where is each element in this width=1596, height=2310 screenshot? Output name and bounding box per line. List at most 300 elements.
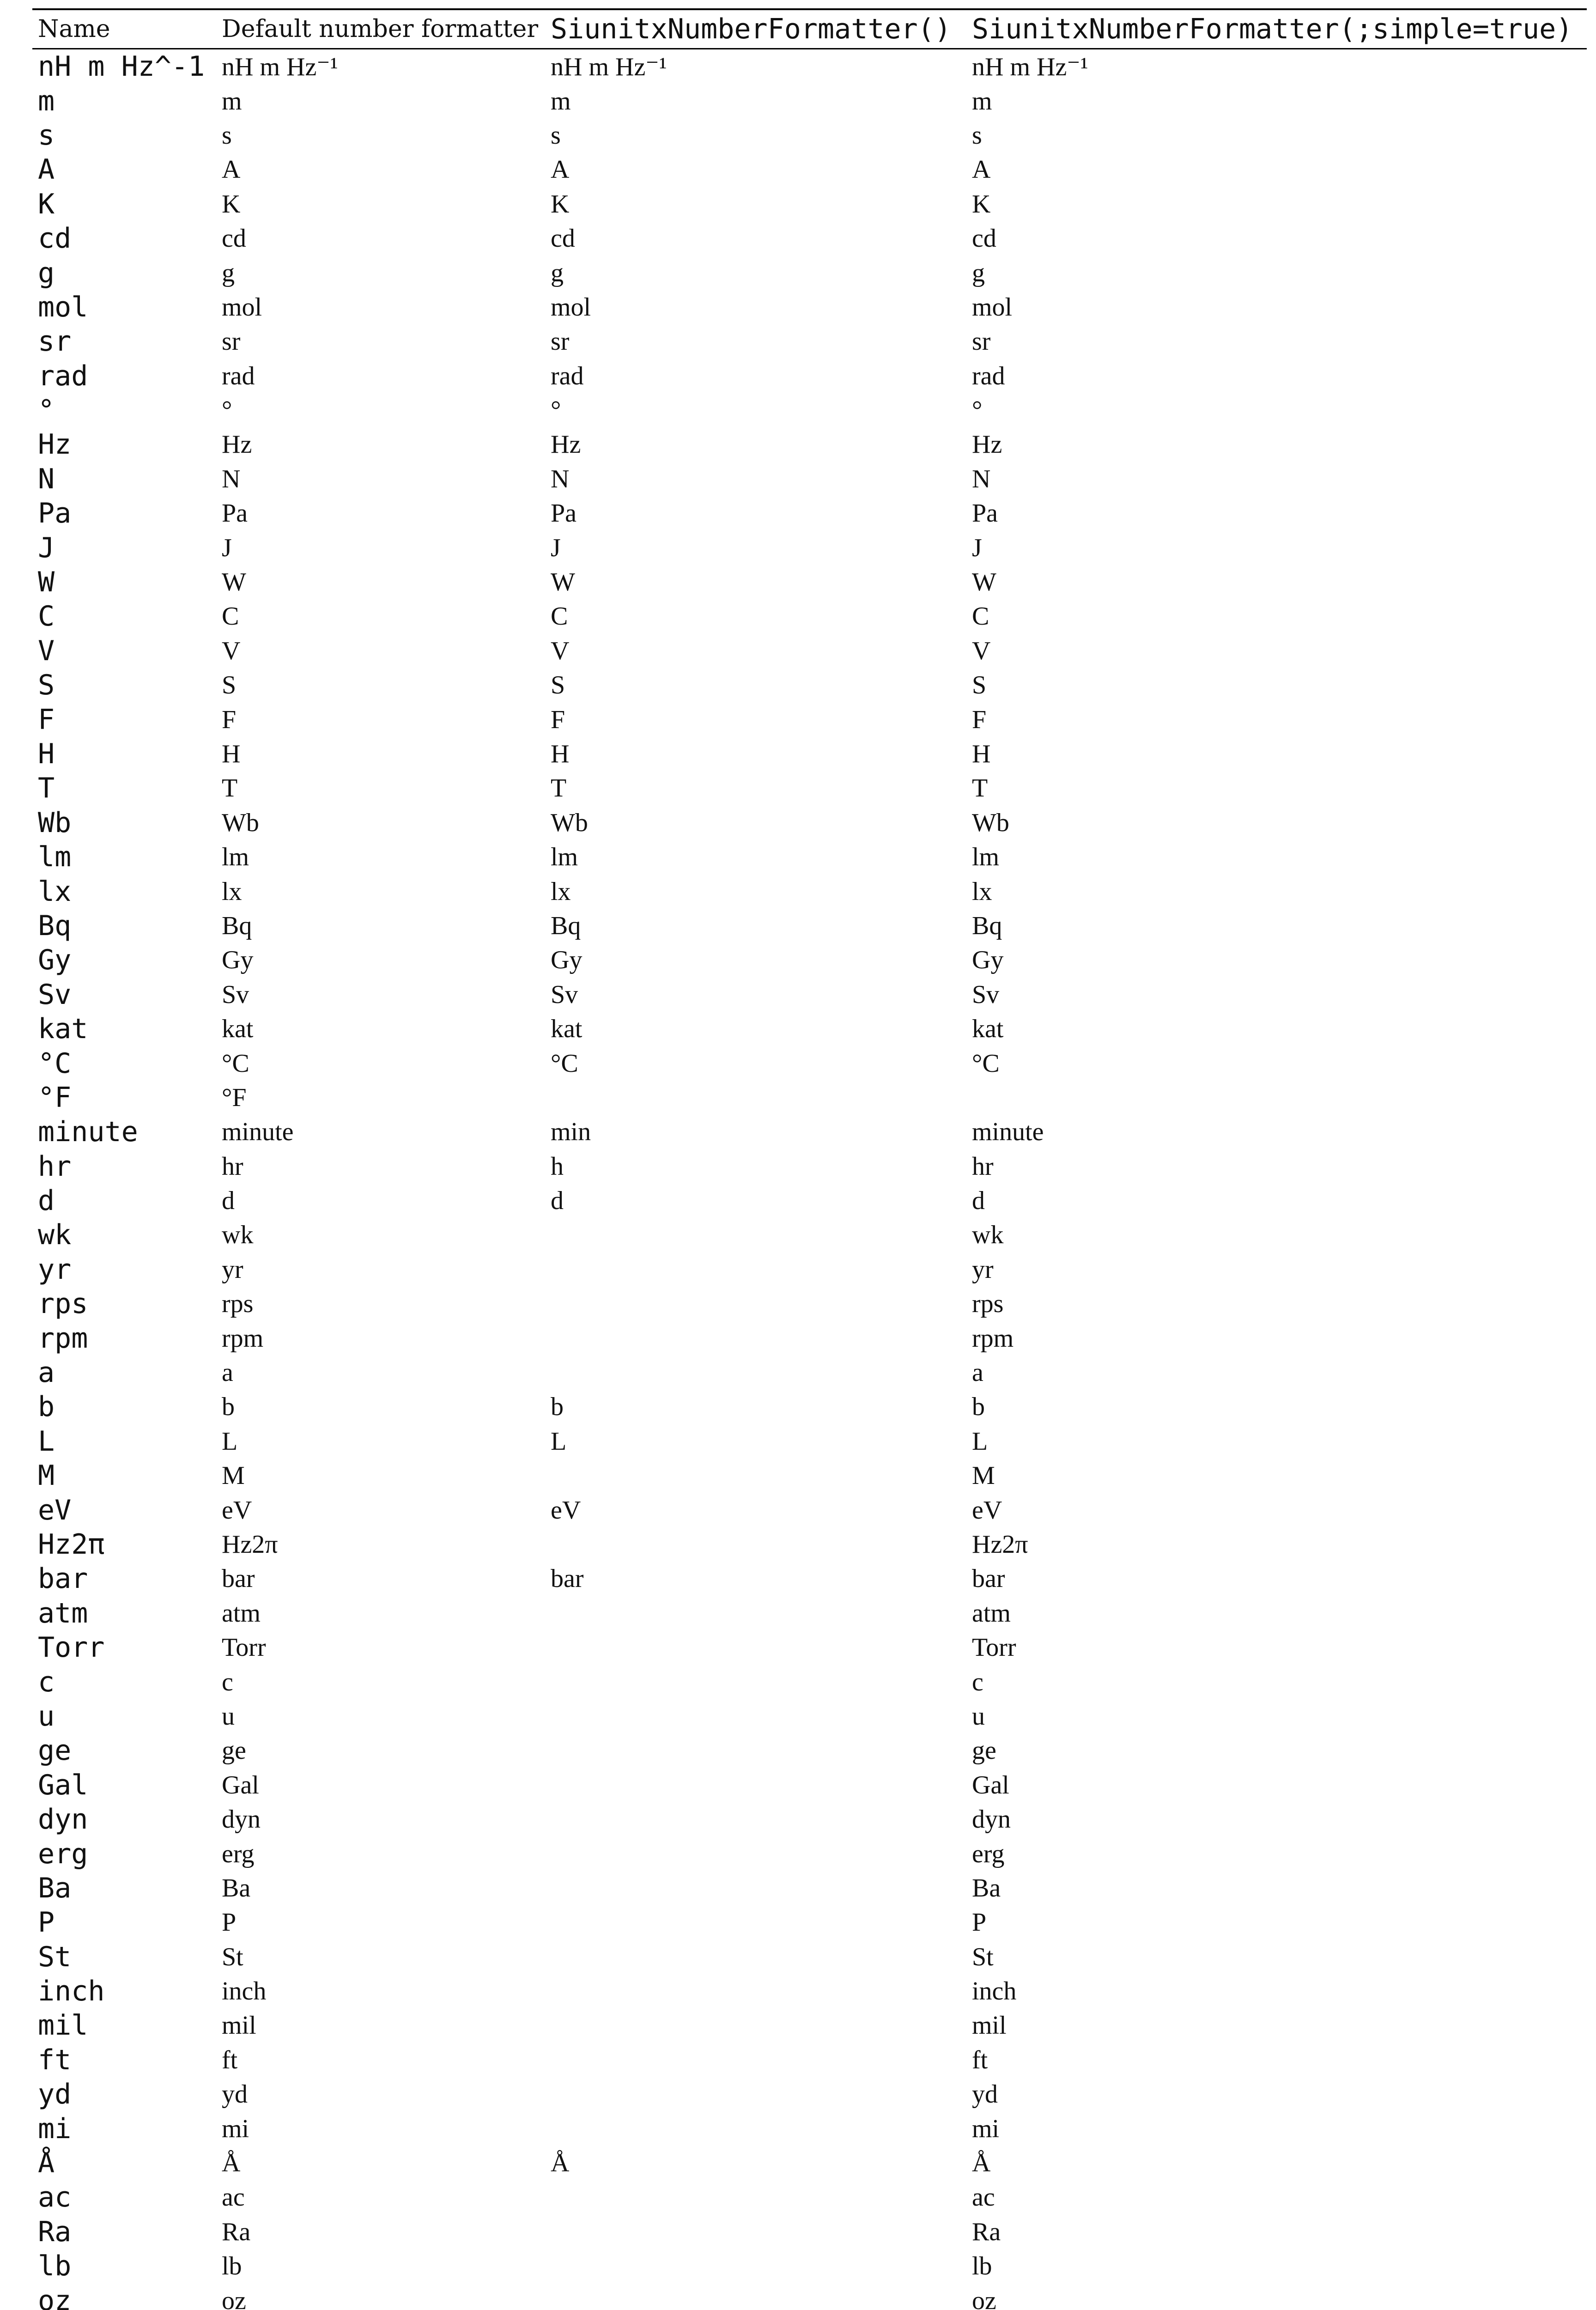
table-row [32, 1321, 1587, 1355]
table-row [32, 2077, 1587, 2111]
siunitx-format-cell [545, 2215, 966, 2249]
siunitx-format-cell [545, 2283, 966, 2310]
table-row [32, 1562, 1587, 1596]
table-row [32, 668, 1587, 702]
siunitx-simple-format-cell: Gy [972, 946, 1004, 975]
unit-name-cell: S [38, 669, 55, 702]
siunitx-simple-format-cell: mol [972, 292, 1013, 322]
siunitx-format-cell [545, 1287, 966, 1321]
siunitx-simple-format-cell: cd [972, 224, 996, 253]
unit-name-cell: c [38, 1666, 55, 1698]
siunitx-format-cell: nH m Hz⁻¹ [551, 52, 667, 81]
siunitx-format-cell: Pa [551, 499, 577, 528]
unit-name-cell: St [38, 1940, 72, 1973]
table-row [32, 152, 1587, 187]
table-row [32, 1733, 1587, 1768]
default-format-cell: oz [222, 2286, 246, 2310]
default-format-cell: u [222, 1702, 235, 1731]
siunitx-format-cell [545, 2111, 966, 2146]
siunitx-simple-format-cell: rps [972, 1289, 1004, 1319]
default-format-cell: m [222, 86, 242, 116]
unit-name-cell: s [38, 119, 55, 152]
siunitx-simple-format-cell: Pa [972, 499, 998, 528]
table-row [32, 427, 1587, 462]
siunitx-format-cell [545, 2249, 966, 2283]
siunitx-simple-format-cell: eV [972, 1495, 1002, 1525]
table-row [32, 1836, 1587, 1871]
siunitx-format-cell [545, 1218, 966, 1252]
table-row [32, 324, 1587, 359]
siunitx-simple-format-cell [966, 1081, 1587, 1115]
table-row [32, 2283, 1587, 2310]
unit-name-cell: dyn [38, 1803, 88, 1836]
table-row [32, 1149, 1587, 1184]
siunitx-format-cell [545, 1802, 966, 1836]
table-row [32, 702, 1587, 736]
default-format-cell: mil [222, 2011, 256, 2040]
siunitx-simple-format-cell: M [972, 1461, 995, 1490]
table-row [32, 909, 1587, 943]
table-row [32, 599, 1587, 633]
siunitx-format-cell: eV [551, 1495, 581, 1525]
default-format-cell: wk [222, 1221, 254, 1250]
unit-name-cell: °C [38, 1047, 72, 1080]
default-format-cell: Sv [222, 980, 249, 1009]
table-row [32, 1012, 1587, 1046]
unit-name-cell: rpm [38, 1322, 88, 1355]
siunitx-format-cell: b [551, 1392, 564, 1422]
siunitx-simple-format-cell: F [972, 705, 987, 734]
table-row [32, 2111, 1587, 2146]
siunitx-format-cell: S [551, 671, 565, 700]
siunitx-simple-format-cell: oz [972, 2286, 996, 2310]
default-format-cell: J [222, 533, 232, 562]
default-format-cell: lx [222, 877, 242, 906]
default-format-cell: K [222, 189, 241, 219]
default-format-cell: °F [222, 1083, 247, 1112]
unit-name-cell: ge [38, 1734, 72, 1767]
table-row [32, 806, 1587, 840]
table-row [32, 221, 1587, 255]
siunitx-simple-format-cell: atm [972, 1599, 1011, 1628]
siunitx-format-cell: ° [551, 396, 561, 425]
default-format-cell: rad [222, 361, 255, 390]
default-format-cell: Torr [222, 1633, 266, 1662]
siunitx-simple-format-cell: lm [972, 843, 1000, 872]
siunitx-format-cell: bar [551, 1564, 584, 1593]
unit-name-cell: A [38, 153, 55, 186]
siunitx-simple-format-cell: V [972, 636, 991, 665]
unit-name-cell: Ra [38, 2215, 72, 2248]
siunitx-format-cell [545, 1939, 966, 1974]
siunitx-format-cell: g [551, 258, 564, 287]
default-format-cell: F [222, 705, 237, 734]
unit-name-cell: Ba [38, 1872, 72, 1904]
default-format-cell: b [222, 1392, 235, 1422]
default-format-cell: erg [222, 1839, 255, 1868]
siunitx-format-cell: Wb [551, 808, 588, 837]
siunitx-format-cell: Hz [551, 430, 581, 459]
siunitx-simple-format-cell: Hz2π [972, 1530, 1028, 1559]
default-format-cell: N [222, 464, 241, 493]
unit-name-cell: cd [38, 222, 72, 255]
unit-name-cell: P [38, 1906, 55, 1939]
siunitx-simple-format-cell: m [972, 86, 992, 116]
siunitx-format-cell [545, 1459, 966, 1493]
siunitx-simple-format-cell: T [972, 774, 988, 803]
unit-name-cell: N [38, 462, 55, 495]
siunitx-format-cell [545, 2180, 966, 2214]
siunitx-simple-format-cell: H [972, 740, 991, 768]
default-format-cell: eV [222, 1495, 252, 1525]
unit-name-cell: nH m Hz^-1 [38, 50, 205, 83]
unit-name-cell: Gal [38, 1769, 88, 1801]
siunitx-format-cell: Gy [551, 946, 583, 975]
table-row [32, 84, 1587, 118]
siunitx-simple-format-cell: P [972, 1908, 987, 1937]
siunitx-format-cell [545, 1596, 966, 1630]
unit-name-cell: V [38, 634, 55, 667]
siunitx-format-cell [545, 1974, 966, 2008]
default-format-cell: cd [222, 224, 246, 253]
unit-name-cell: H [38, 738, 55, 770]
unit-name-cell: Hz [38, 428, 72, 461]
table-body [32, 49, 1587, 2310]
siunitx-format-cell: m [551, 86, 571, 116]
table-row [32, 943, 1587, 977]
unit-name-cell: Hz2π [38, 1528, 105, 1561]
siunitx-format-cell: V [551, 636, 570, 665]
table-row [32, 118, 1587, 152]
default-format-cell: °C [222, 1049, 249, 1078]
siunitx-format-cell: K [551, 189, 570, 219]
siunitx-format-cell: lx [551, 877, 571, 906]
unit-name-cell: lx [38, 875, 72, 908]
default-format-cell: mi [222, 2114, 249, 2143]
siunitx-format-cell [545, 1321, 966, 1355]
table-row [32, 1905, 1587, 1939]
unit-name-cell: g [38, 256, 55, 289]
default-format-cell: s [222, 121, 232, 150]
siunitx-format-cell: kat [551, 1015, 583, 1044]
table-header-row [32, 9, 1587, 49]
table-row [32, 255, 1587, 290]
siunitx-simple-format-cell: Wb [972, 808, 1009, 837]
siunitx-format-cell [545, 2008, 966, 2043]
default-format-cell: minute [222, 1118, 294, 1147]
siunitx-simple-format-cell: Sv [972, 980, 1000, 1009]
table-row [32, 1974, 1587, 2008]
default-format-cell: Å [222, 2149, 241, 2178]
siunitx-format-cell [545, 1905, 966, 1939]
siunitx-format-cell: s [551, 121, 561, 150]
unit-name-cell: Torr [38, 1631, 105, 1664]
default-format-cell: a [222, 1358, 233, 1387]
table-row [32, 49, 1587, 84]
unit-name-cell: ° [38, 394, 55, 427]
unit-name-cell: Å [38, 2147, 55, 2180]
siunitx-simple-format-cell: inch [972, 1977, 1017, 2006]
unit-name-cell: inch [38, 1975, 105, 2008]
siunitx-simple-format-cell: mi [972, 2114, 1000, 2143]
default-format-cell: bar [222, 1564, 255, 1593]
table-row [32, 1081, 1587, 1115]
siunitx-format-cell [545, 1252, 966, 1287]
siunitx-format-cell: sr [551, 327, 570, 356]
siunitx-format-cell [545, 1081, 966, 1115]
unit-name-cell: kat [38, 1013, 88, 1046]
default-format-cell: Ra [222, 2217, 251, 2246]
unit-name-cell: M [38, 1459, 55, 1492]
unit-name-cell: rad [38, 359, 88, 392]
unit-name-cell: oz [38, 2284, 72, 2310]
unit-name-cell: minute [38, 1116, 138, 1149]
table-row [32, 1287, 1587, 1321]
table-row [32, 2180, 1587, 2214]
siunitx-format-cell: J [551, 533, 561, 562]
table-row [32, 771, 1587, 805]
table-row [32, 393, 1587, 427]
unit-name-cell: eV [38, 1494, 72, 1526]
unit-name-cell: Gy [38, 944, 72, 977]
siunitx-format-cell [545, 1665, 966, 1699]
unit-name-cell: lb [38, 2250, 72, 2283]
siunitx-format-cell [545, 1871, 966, 1905]
table-row [32, 978, 1587, 1012]
table-row [32, 737, 1587, 771]
table-row [32, 634, 1587, 668]
default-format-cell: St [222, 1942, 243, 1971]
unit-name-cell: ft [38, 2043, 72, 2076]
table-row [32, 2008, 1587, 2043]
default-format-cell: rps [222, 1289, 254, 1319]
siunitx-simple-format-cell: W [972, 568, 996, 597]
siunitx-format-cell: Sv [551, 980, 578, 1009]
unit-name-cell: erg [38, 1837, 88, 1870]
table-row [32, 1046, 1587, 1080]
table-row [32, 1939, 1587, 1974]
unit-name-cell: yd [38, 2078, 72, 2111]
table-row [32, 2215, 1587, 2249]
siunitx-simple-format-cell: lb [972, 2252, 992, 2281]
unit-name-cell: W [38, 566, 55, 599]
default-format-cell: Gy [222, 946, 254, 975]
table-row [32, 1665, 1587, 1699]
table-row [32, 496, 1587, 530]
default-format-cell: yr [222, 1255, 243, 1284]
default-format-cell: C [222, 602, 239, 631]
document-page [32, 8, 1587, 2310]
header-siunitx-formatter: SiunitxNumberFormatter() [551, 13, 951, 45]
unit-name-cell: Wb [38, 806, 72, 839]
siunitx-format-cell [545, 1836, 966, 1871]
siunitx-format-cell [545, 1527, 966, 1562]
siunitx-simple-format-cell: b [972, 1392, 985, 1422]
default-format-cell: Wb [222, 808, 259, 837]
siunitx-simple-format-cell: yr [972, 1255, 994, 1284]
table-row [32, 1115, 1587, 1149]
table-row [32, 1527, 1587, 1562]
siunitx-simple-format-cell: hr [972, 1152, 994, 1181]
siunitx-format-cell: h [551, 1152, 564, 1181]
table-row [32, 1252, 1587, 1287]
default-format-cell: rpm [222, 1324, 264, 1353]
siunitx-simple-format-cell: °C [972, 1049, 1000, 1078]
unit-name-cell: bar [38, 1562, 88, 1595]
siunitx-format-cell: F [551, 705, 565, 734]
siunitx-simple-format-cell: yd [972, 2080, 998, 2109]
siunitx-simple-format-cell: nH m Hz⁻¹ [972, 52, 1088, 81]
siunitx-simple-format-cell: Å [972, 2149, 991, 2178]
table-row [32, 1184, 1587, 1218]
siunitx-format-cell: W [551, 568, 575, 597]
unit-name-cell: atm [38, 1597, 88, 1629]
siunitx-simple-format-cell: L [972, 1427, 988, 1456]
siunitx-format-cell: lm [551, 843, 578, 872]
siunitx-simple-format-cell: Ba [972, 1873, 1001, 1903]
unit-name-cell: m [38, 85, 55, 117]
table-row [32, 2043, 1587, 2077]
table-row [32, 462, 1587, 496]
siunitx-format-cell: °C [551, 1049, 578, 1078]
default-format-cell: Bq [222, 911, 252, 940]
siunitx-format-cell [545, 1699, 966, 1733]
siunitx-format-cell [545, 1733, 966, 1768]
siunitx-simple-format-cell: Torr [972, 1633, 1016, 1662]
default-format-cell: atm [222, 1599, 261, 1628]
default-format-cell: sr [222, 327, 241, 356]
siunitx-format-cell [545, 2043, 966, 2077]
siunitx-simple-format-cell: Gal [972, 1770, 1009, 1799]
default-format-cell: d [222, 1186, 235, 1216]
default-format-cell: mol [222, 292, 262, 322]
table-row [32, 874, 1587, 908]
default-format-cell: P [222, 1908, 237, 1937]
unit-name-cell: mi [38, 2112, 72, 2145]
default-format-cell: yd [222, 2080, 248, 2109]
siunitx-simple-format-cell: Bq [972, 911, 1002, 940]
default-format-cell: M [222, 1461, 245, 1490]
default-format-cell: nH m Hz⁻¹ [222, 52, 338, 81]
table-row [32, 1871, 1587, 1905]
default-format-cell: T [222, 774, 238, 803]
unit-name-cell: wk [38, 1219, 72, 1252]
siunitx-simple-format-cell: rpm [972, 1324, 1014, 1353]
siunitx-format-cell: cd [551, 224, 575, 253]
table-row [32, 1424, 1587, 1459]
default-format-cell: lb [222, 2252, 242, 2281]
unit-name-cell: mol [38, 291, 88, 323]
siunitx-simple-format-cell: lx [972, 877, 992, 906]
unit-name-cell: T [38, 772, 55, 805]
unit-name-cell: °F [38, 1081, 72, 1114]
table-row [32, 1768, 1587, 1802]
table-row [32, 290, 1587, 324]
siunitx-simple-format-cell: erg [972, 1839, 1005, 1868]
siunitx-simple-format-cell: ac [972, 2183, 995, 2212]
siunitx-format-cell: N [551, 464, 570, 493]
unit-name-cell: K [38, 188, 55, 220]
siunitx-simple-format-cell: g [972, 258, 985, 287]
siunitx-simple-format-cell: d [972, 1186, 985, 1216]
siunitx-simple-format-cell: sr [972, 327, 991, 356]
siunitx-simple-format-cell: J [972, 533, 982, 562]
default-format-cell: V [222, 636, 241, 665]
unit-name-cell: L [38, 1425, 55, 1458]
default-format-cell: dyn [222, 1805, 261, 1834]
table-row [32, 187, 1587, 221]
siunitx-format-cell: d [551, 1186, 564, 1216]
unit-name-cell: u [38, 1700, 55, 1732]
default-format-cell: ge [222, 1736, 246, 1765]
table-row [32, 2146, 1587, 2180]
siunitx-simple-format-cell: ° [972, 396, 983, 425]
siunitx-simple-format-cell: c [972, 1667, 983, 1696]
default-format-cell: c [222, 1667, 233, 1696]
siunitx-format-cell: L [551, 1427, 567, 1456]
table-row [32, 1390, 1587, 1424]
table-row [32, 1630, 1587, 1665]
siunitx-simple-format-cell: Ra [972, 2217, 1001, 2246]
default-format-cell: S [222, 671, 237, 700]
unit-name-cell: ac [38, 2181, 72, 2214]
unit-name-cell: a [38, 1356, 55, 1389]
unit-name-cell: hr [38, 1150, 72, 1183]
siunitx-format-cell: C [551, 602, 568, 631]
siunitx-format-cell: mol [551, 292, 591, 322]
siunitx-format-cell: Å [551, 2149, 570, 2178]
unit-name-cell: sr [38, 325, 72, 358]
units-table [32, 8, 1587, 2310]
unit-name-cell: J [38, 531, 55, 564]
default-format-cell: ° [222, 396, 232, 425]
table-row [32, 565, 1587, 599]
table-row [32, 1356, 1587, 1390]
siunitx-format-cell: rad [551, 361, 584, 390]
siunitx-simple-format-cell: bar [972, 1564, 1005, 1593]
table-row [32, 530, 1587, 565]
unit-name-cell: lm [38, 841, 72, 874]
siunitx-simple-format-cell: ge [972, 1736, 996, 1765]
unit-name-cell: rps [38, 1288, 88, 1320]
siunitx-simple-format-cell: St [972, 1942, 994, 1971]
default-format-cell: inch [222, 1977, 267, 2006]
siunitx-format-cell: T [551, 774, 567, 803]
siunitx-simple-format-cell: mil [972, 2011, 1007, 2040]
header-default-formatter: Default number formatter [222, 15, 539, 43]
default-format-cell: lm [222, 843, 249, 872]
unit-name-cell: Sv [38, 978, 72, 1011]
siunitx-format-cell: min [551, 1118, 591, 1147]
default-format-cell: W [222, 568, 246, 597]
siunitx-simple-format-cell: rad [972, 361, 1005, 390]
default-format-cell: hr [222, 1152, 243, 1181]
siunitx-simple-format-cell: K [972, 189, 991, 219]
siunitx-simple-format-cell: ft [972, 2045, 988, 2074]
table-row [32, 1699, 1587, 1733]
siunitx-simple-format-cell: u [972, 1702, 985, 1731]
default-format-cell: ft [222, 2045, 238, 2074]
table-row [32, 1459, 1587, 1493]
siunitx-simple-format-cell: minute [972, 1118, 1044, 1147]
table-row [32, 359, 1587, 393]
siunitx-format-cell [545, 2077, 966, 2111]
default-format-cell: kat [222, 1015, 254, 1044]
unit-name-cell: mil [38, 2009, 88, 2042]
table-row [32, 1218, 1587, 1252]
unit-name-cell: b [38, 1391, 55, 1423]
default-format-cell: A [222, 155, 241, 184]
